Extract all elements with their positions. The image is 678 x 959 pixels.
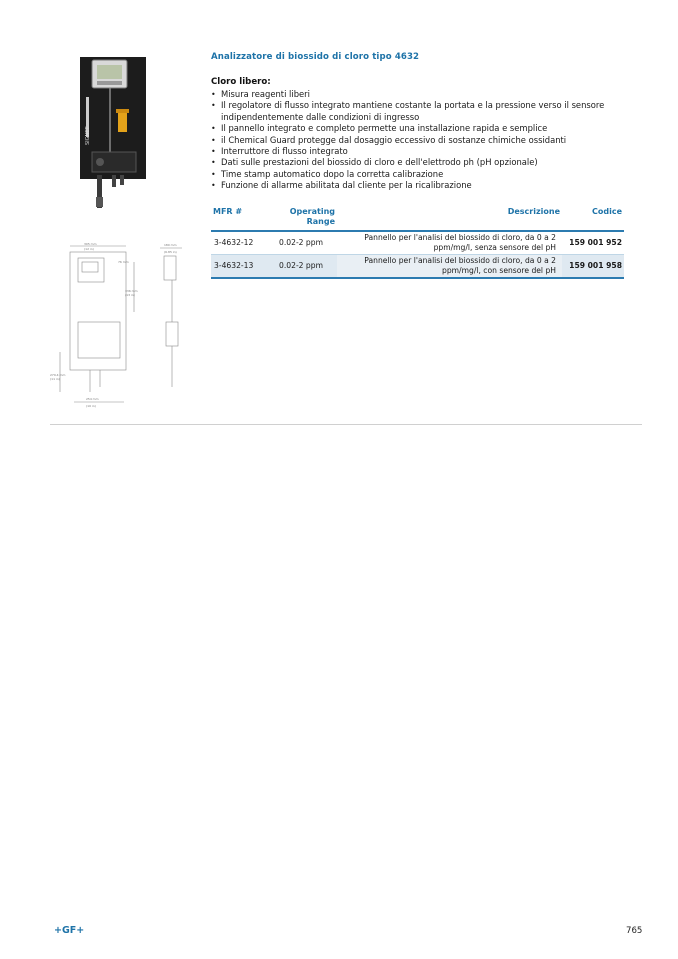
feature-list	[211, 89, 631, 192]
dimension-drawing-front	[50, 242, 155, 410]
feature-item: • Il pannello integrato e completo permette una installazione rapida e semplice	[211, 123, 548, 134]
dim-height-in: (13 in)	[125, 293, 135, 297]
page-number: 765	[626, 926, 643, 936]
dim-base-mm: 254 mm	[86, 397, 99, 401]
feature-item: • Il regolatore di flusso integrato mantiene costante la portata e la pressione verso il sensore indipendentemente dalle condizioni di ingresso	[211, 100, 605, 122]
cell-mfr: 3-4632-13	[211, 255, 265, 279]
bullet-icon: •	[211, 181, 216, 191]
dim-width-in: (12 in)	[84, 247, 94, 251]
bullet-icon: •	[211, 158, 216, 168]
dim-width-mm: 305 mm	[84, 242, 97, 246]
table-header-row	[211, 206, 624, 231]
dim-depth-in: (6.85 in)	[164, 250, 177, 254]
cell-range: 0.02-2 ppm	[265, 231, 337, 255]
product-title: Analizzatore di biossido di cloro tipo 4632	[211, 52, 420, 62]
product-table	[211, 206, 624, 279]
cell-mfr: 3-4632-12	[211, 231, 265, 255]
feature-item: • Misura reagenti liberi	[211, 89, 310, 99]
header-operating-range: Operating Range	[265, 206, 337, 231]
bullet-icon: •	[211, 147, 216, 157]
cell-description: Pannello per l'analisi del biossido di cloro, da 0 a 2 ppm/mg/l, con sensore del pH	[337, 255, 562, 279]
table-row	[211, 255, 624, 279]
cell-range: 0.02-2 ppm	[265, 255, 337, 279]
photo-label: SIGNET	[85, 126, 91, 145]
header-code: Codice	[562, 206, 624, 231]
bullet-icon: •	[211, 169, 216, 179]
dim-base-in: (10 in)	[86, 404, 96, 408]
feature-item: • Funzione di allarme abilitata dal cliente per la ricalibrazione	[211, 180, 472, 191]
dim-low-in: (11 in)	[50, 377, 60, 381]
feature-item: • Interruttore di flusso integrato	[211, 146, 348, 157]
feature-item: • Time stamp automatico dopo la corretta calibrazione	[211, 168, 444, 179]
dim-low-mm: 279.4 mm	[50, 373, 66, 377]
bullet-icon: •	[211, 101, 216, 111]
dim-height-mm: 336 mm	[125, 289, 138, 293]
section-divider	[50, 424, 642, 425]
feature-item: • il Chemical Guard protegge dal dosaggio eccessivo di sostanze chimiche ossidanti	[211, 134, 567, 145]
product-photo	[80, 57, 146, 208]
header-mfr: MFR #	[211, 206, 265, 231]
header-description: Descrizione	[337, 206, 562, 231]
features-heading: Cloro libero:	[211, 77, 271, 87]
cell-description: Pannello per l'analisi del biossido di cloro, da 0 a 2 ppm/mg/l, senza sensore del pH	[337, 231, 562, 255]
gf-logo: +GF+	[54, 925, 85, 936]
dim-depth-mm: 180 mm	[164, 243, 177, 247]
cell-code: 159 001 952	[562, 231, 624, 255]
dim-offset: 76 mm	[118, 260, 129, 264]
bullet-icon: •	[211, 124, 216, 134]
feature-item: • Dati sulle prestazioni del biossido di cloro e dell'elettrodo ph (pH opzionale)	[211, 157, 538, 168]
bullet-icon: •	[211, 135, 216, 145]
bullet-icon: •	[211, 90, 216, 99]
dimension-drawing-side	[158, 242, 186, 392]
cell-code: 159 001 958	[562, 255, 624, 279]
table-row	[211, 231, 624, 255]
